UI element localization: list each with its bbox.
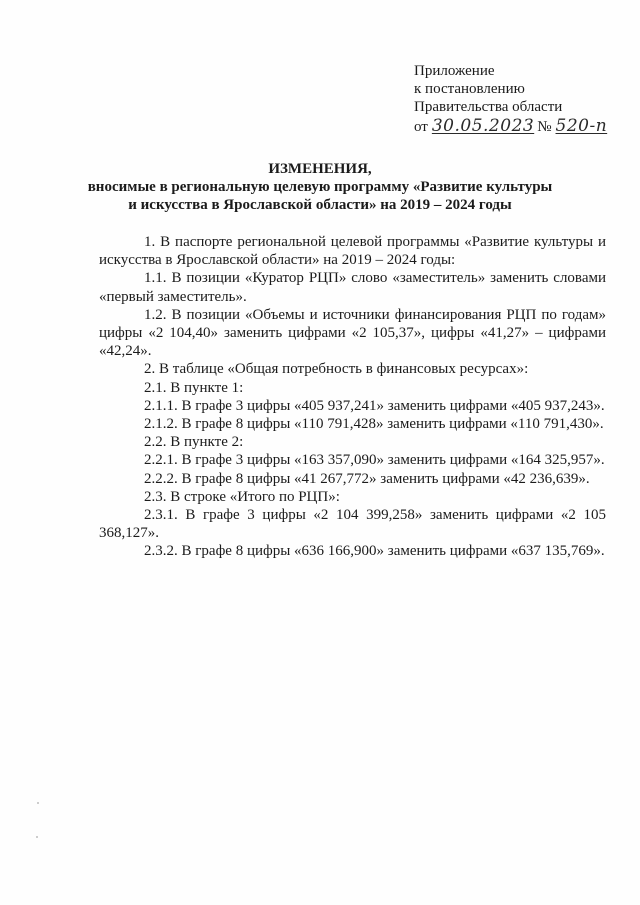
paragraph-2-1-2: 2.1.2. В графе 8 цифры «110 791,428» заменить цифрами «110 791,430». — [144, 416, 604, 433]
title-subtitle-line-1: вносимые в региональную целевую программу «Развитие культуры — [87, 179, 553, 195]
appendix-line-1: Приложение — [414, 63, 495, 79]
paragraph-2: 2. В таблице «Общая потребность в финансовых ресурсах»: — [144, 361, 529, 378]
paragraph-2-1-1: 2.1.1. В графе 3 цифры «405 937,241» заменить цифрами «405 937,243». — [144, 397, 605, 414]
paragraph-2-2: 2.2. В пункте 2: — [144, 434, 244, 451]
from-label: от — [414, 118, 428, 135]
appendix-header — [414, 62, 607, 136]
number-label: № — [537, 118, 552, 135]
paragraph-2-3-1: 2.3.1. В графе 3 цифры «2 104 399,258» заменить цифрами «2 105 368,127». — [99, 507, 606, 542]
handwritten-decree-number: 520-п — [555, 115, 608, 136]
paragraph-2-3: 2.3. В строке «Итого по РЦП»: — [144, 488, 340, 505]
paragraph-1: 1. В паспорте региональной целевой программы «Развитие культуры и искусства в Ярославской области» на 2019 – 2024 годы: — [99, 234, 606, 269]
paragraph-2-3-2: 2.3.2. В графе 8 цифры «636 166,900» заменить цифрами «637 135,769». — [144, 543, 605, 560]
appendix-line-2: к постановлению — [414, 81, 525, 98]
scan-speck — [37, 802, 39, 804]
handwritten-date: 30.05.2023 — [431, 115, 535, 136]
appendix-line-3: Правительства области — [414, 99, 563, 116]
document-title — [0, 160, 640, 214]
paragraph-1-2: 1.2. В позиции «Объемы и источники финансирования РЦП по годам» цифры «2 104,40» заменить цифрами «2 105,37», цифры «41,27» – цифрами «42,24». — [99, 306, 606, 360]
scan-speck — [36, 836, 38, 838]
document-body — [99, 233, 606, 561]
paragraph-2-1: 2.1. В пункте 1: — [144, 379, 244, 396]
paragraph-2-2-2: 2.2.2. В графе 8 цифры «41 267,772» заменить цифрами «42 236,639». — [144, 470, 590, 487]
paragraph-2-2-1: 2.2.1. В графе 3 цифры «163 357,090» заменить цифрами «164 325,957». — [144, 452, 605, 469]
decree-date-row — [414, 117, 607, 136]
title-heading: ИЗМЕНЕНИЯ, — [268, 161, 372, 177]
title-subtitle-line-2: и искусства в Ярославской области» на 2019 – 2024 годы — [128, 196, 512, 213]
paragraph-1-1: 1.1. В позиции «Куратор РЦП» слово «заместитель» заменить словами «первый заместитель». — [99, 270, 606, 305]
